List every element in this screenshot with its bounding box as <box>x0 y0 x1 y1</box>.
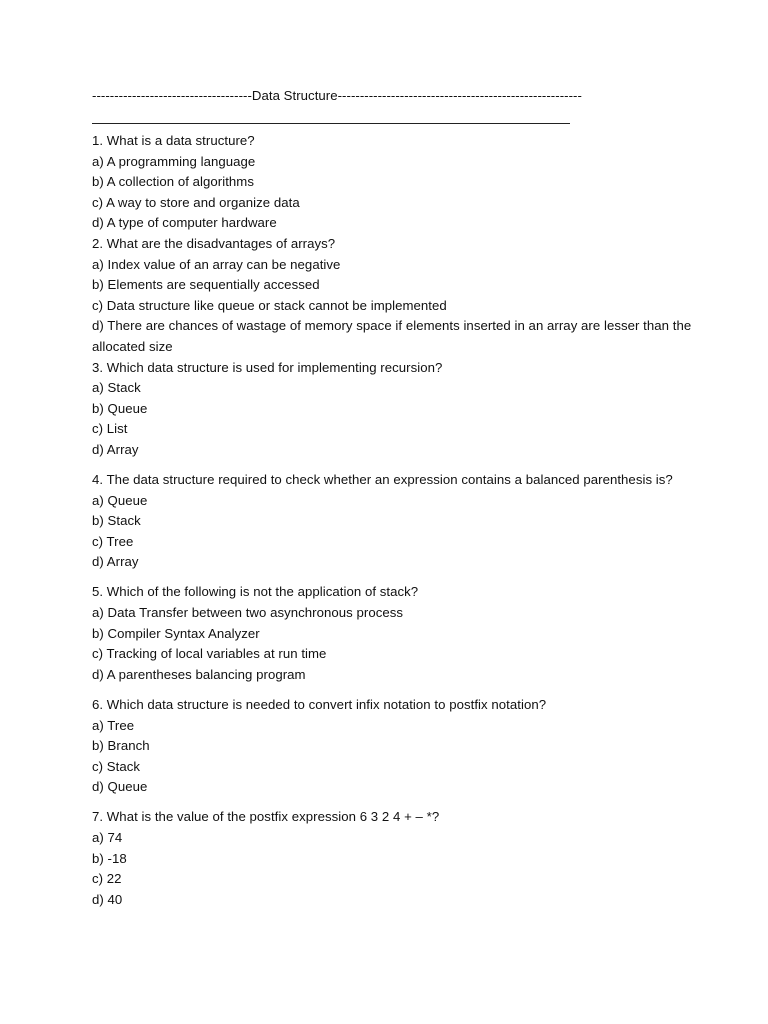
question-text: 5. Which of the following is not the application of stack? <box>92 584 419 600</box>
question-1 <box>92 131 722 234</box>
option-text: b) Elements are sequentially accessed <box>92 277 320 293</box>
question-text: 4. The data structure required to check whether an expression contains a balanced parenthesis is? <box>92 472 673 487</box>
question-text: 1. What is a data structure? <box>92 133 255 148</box>
option-text: a) Stack <box>92 380 141 396</box>
question-text: 3. Which data structure is used for implementing recursion? <box>92 359 443 375</box>
option-text: d) A type of computer hardware <box>92 215 277 231</box>
option-text: c) A way to store and organize data <box>92 194 300 210</box>
question-4 <box>92 470 722 573</box>
option-text: b) Stack <box>92 513 141 529</box>
horizontal-rule <box>92 107 570 124</box>
question-text: 6. Which data structure is needed to convert infix notation to postfix notation? <box>92 696 547 712</box>
option-text: a) Tree <box>92 717 135 733</box>
question-5 <box>92 582 722 685</box>
question-6 <box>92 695 722 798</box>
question-text: 2. What are the disadvantages of arrays? <box>92 235 336 251</box>
option-text: b) A collection of algorithms <box>92 174 254 190</box>
option-text: c) Tree <box>92 533 134 549</box>
option-text: d) Queue <box>92 779 148 795</box>
option-text: a) Queue <box>92 492 148 508</box>
option-text: c) 22 <box>92 871 122 887</box>
question-2 <box>92 234 722 358</box>
option-text: b) Branch <box>92 738 150 754</box>
option-text: a) 74 <box>92 830 123 845</box>
option-text: c) Stack <box>92 758 141 774</box>
option-text: a) A programming language <box>92 153 256 169</box>
option-text: c) Data structure like queue or stack cannot be implemented <box>92 297 447 313</box>
option-text: b) -18 <box>92 850 127 866</box>
option-text: b) Compiler Syntax Analyzer <box>92 625 260 641</box>
option-text: b) Queue <box>92 400 148 416</box>
option-text: c) Tracking of local variables at run time <box>92 646 327 662</box>
option-text: a) Data Transfer between two asynchronous process <box>92 605 404 621</box>
document-page <box>92 86 722 910</box>
option-text: d) Array <box>92 441 139 457</box>
option-text: d) A parentheses balancing program <box>92 666 306 682</box>
option-text: a) Index value of an array can be negative <box>92 256 341 272</box>
question-text: 7. What is the value of the postfix expression 6 3 2 4 + – *? <box>92 809 440 825</box>
option-text: d) There are chances of wastage of memory space if elements inserted in an array are lesser than the allocated size <box>92 318 692 354</box>
option-text: d) Array <box>92 554 139 570</box>
option-text: c) List <box>92 421 128 437</box>
question-3 <box>92 358 722 461</box>
option-text: d) 40 <box>92 891 123 907</box>
question-7 <box>92 807 722 910</box>
document-header: ------------------------------------Data Structure------------------------------------------------------- <box>92 88 582 103</box>
